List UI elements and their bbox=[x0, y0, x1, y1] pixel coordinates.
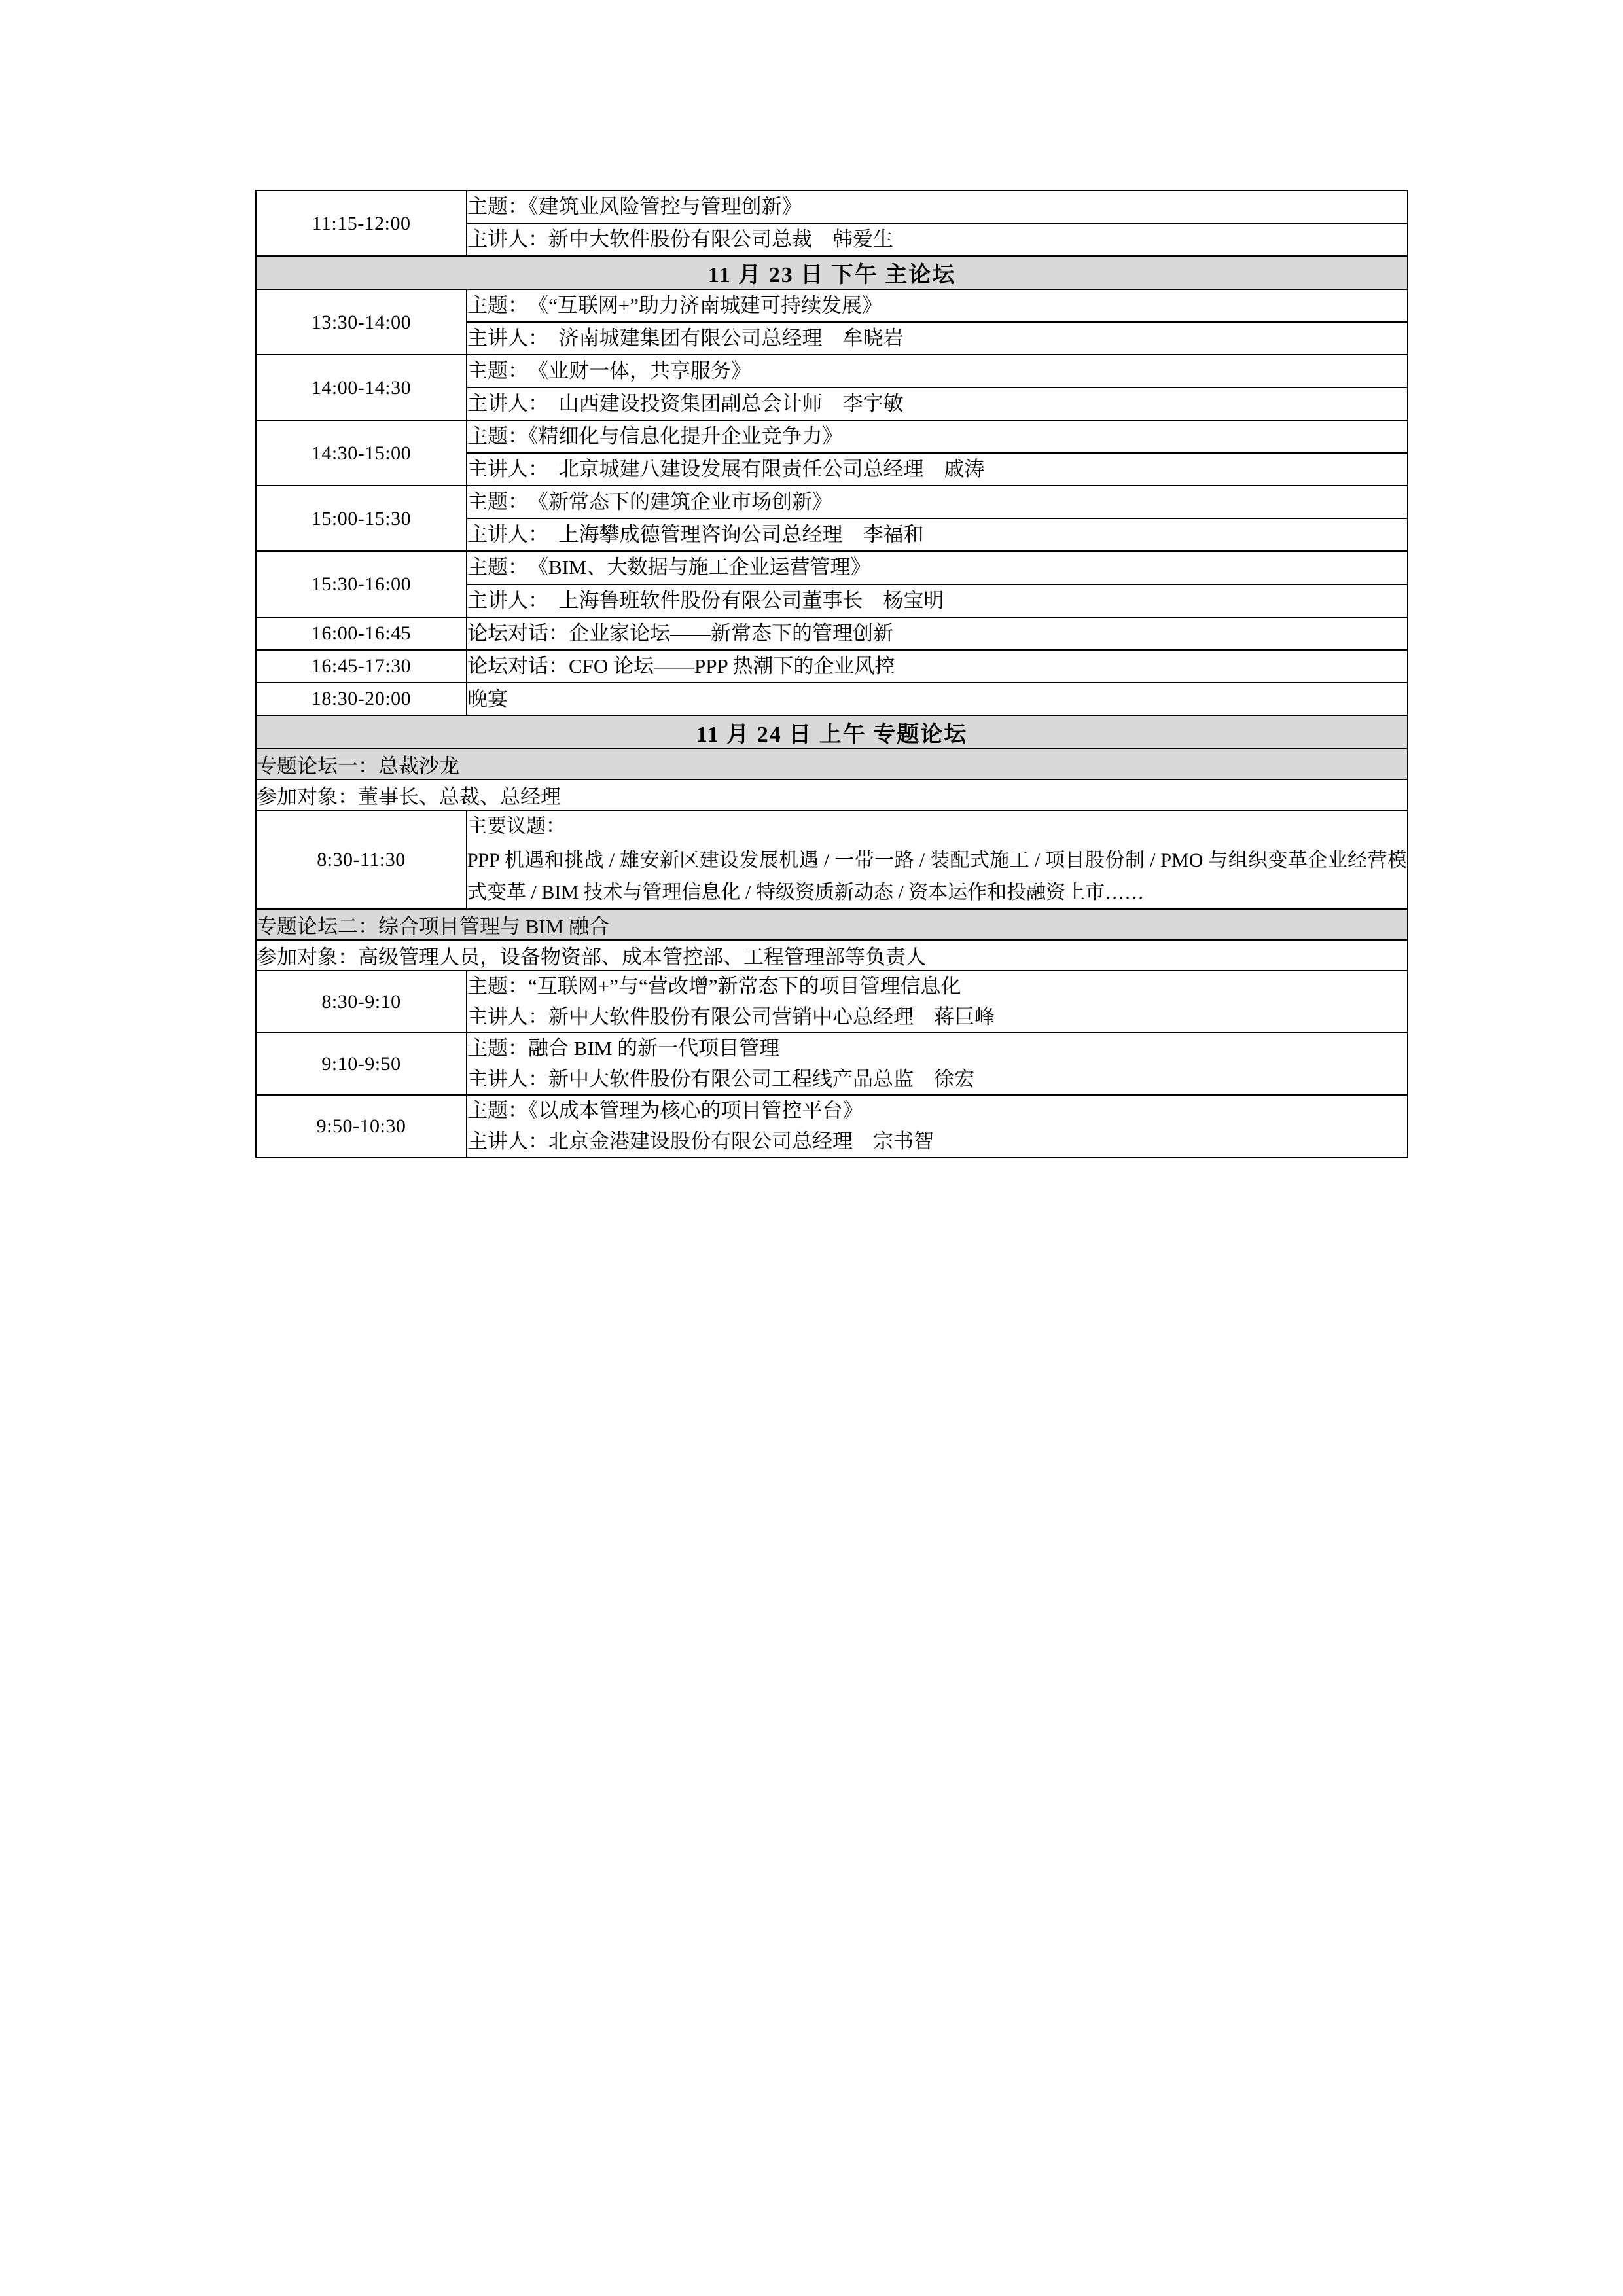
topic-text: 主题：《建筑业风险管控与管理创新》 bbox=[467, 195, 802, 218]
time-cell: 16:45-17:30 bbox=[256, 650, 467, 683]
session-text: 论坛对话：企业家论坛——新常态下的管理创新 bbox=[467, 621, 893, 645]
session-text: 晚宴 bbox=[467, 687, 508, 710]
table-row bbox=[256, 190, 1408, 223]
speaker-text: 主讲人： 上海鲁班软件股份有限公司董事长 杨宝明 bbox=[467, 588, 944, 612]
session-text-cell bbox=[467, 683, 1408, 715]
speaker-cell bbox=[467, 387, 1408, 420]
agenda-table bbox=[255, 190, 1408, 1158]
table-row bbox=[256, 420, 1408, 453]
speaker-text: 主讲人：新中大软件股份有限公司工程线产品总监 徐宏 bbox=[467, 1067, 974, 1090]
table-row bbox=[256, 909, 1408, 940]
speaker-text: 主讲人： 山西建设投资集团副总会计师 李宇敏 bbox=[467, 392, 904, 416]
table-row bbox=[256, 1033, 1408, 1095]
topic-text: 主题：融合 BIM 的新一代项目管理 bbox=[467, 1037, 780, 1060]
topic-cell bbox=[467, 420, 1408, 453]
table-row bbox=[256, 683, 1408, 715]
agenda-topics-cell bbox=[467, 810, 1408, 910]
table-row bbox=[256, 1095, 1408, 1157]
speaker-cell bbox=[467, 453, 1408, 486]
section-header-nov24-morning: 11 月 24 日 上午 专题论坛 bbox=[256, 715, 1408, 749]
time-cell: 9:10-9:50 bbox=[256, 1033, 467, 1095]
subsection-header-forum-one: 专题论坛一：总裁沙龙 bbox=[256, 749, 1408, 780]
table-row bbox=[256, 749, 1408, 780]
agenda-topics-text: PPP 机遇和挑战 / 雄安新区建设发展机遇 / 一带一路 / 装配式施工 / 项目股份制 / PMO 与组织变革企业经营模式变革 / BIM 技术与管理信息化 / 特级资质新动态 / 资本运作和投融资上市…… bbox=[467, 850, 1407, 903]
table-row bbox=[256, 289, 1408, 322]
time-cell: 8:30-9:10 bbox=[256, 971, 467, 1033]
time-cell: 15:30-16:00 bbox=[256, 551, 467, 617]
session-cell bbox=[467, 1095, 1408, 1157]
speaker-text: 主讲人： 北京城建八建设发展有限责任公司总经理 戚涛 bbox=[467, 457, 985, 481]
speaker-text: 主讲人： 上海攀成德管理咨询公司总经理 李福和 bbox=[467, 523, 924, 547]
section-header-nov23-afternoon: 11 月 23 日 下午 主论坛 bbox=[256, 256, 1408, 289]
table-row bbox=[256, 715, 1408, 749]
agenda-table-body bbox=[256, 190, 1408, 1157]
session-text-cell bbox=[467, 650, 1408, 683]
subsection-header-forum-two: 专题论坛二：综合项目管理与 BIM 融合 bbox=[256, 909, 1408, 940]
participants-row-forum-one: 参加对象：董事长、总裁、总经理 bbox=[256, 780, 1408, 810]
speaker-text: 主讲人：北京金港建设股份有限公司总经理 宗书智 bbox=[467, 1129, 934, 1153]
time-cell: 14:00-14:30 bbox=[256, 355, 467, 420]
topic-text: 主题： 《新常态下的建筑企业市场创新》 bbox=[467, 490, 832, 514]
topic-text: 主题： 《“互联网+”助力济南城建可持续发展》 bbox=[467, 294, 882, 317]
topic-cell bbox=[467, 486, 1408, 518]
session-text: 论坛对话：CFO 论坛——PPP 热潮下的企业风控 bbox=[467, 654, 895, 677]
time-cell: 18:30-20:00 bbox=[256, 683, 467, 715]
table-row bbox=[256, 780, 1408, 810]
speaker-cell bbox=[467, 584, 1408, 617]
speaker-cell bbox=[467, 322, 1408, 355]
topic-cell bbox=[467, 190, 1408, 223]
speaker-text: 主讲人： 济南城建集团有限公司总经理 牟晓岩 bbox=[467, 327, 904, 350]
table-row bbox=[256, 355, 1408, 387]
table-row bbox=[256, 617, 1408, 650]
topic-text: 主题：《以成本管理为核心的项目管控平台》 bbox=[467, 1099, 863, 1122]
table-row bbox=[256, 650, 1408, 683]
topic-cell bbox=[467, 551, 1408, 584]
time-cell: 13:30-14:00 bbox=[256, 289, 467, 355]
agenda-topics-label: 主要议题： bbox=[467, 815, 565, 837]
session-text-cell bbox=[467, 617, 1408, 650]
time-cell: 14:30-15:00 bbox=[256, 420, 467, 486]
topic-text: 主题： 《业财一体，共享服务》 bbox=[467, 359, 751, 383]
speaker-text: 主讲人：新中大软件股份有限公司营销中心总经理 蒋巨峰 bbox=[467, 1005, 995, 1028]
time-cell: 16:00-16:45 bbox=[256, 617, 467, 650]
session-cell bbox=[467, 971, 1408, 1033]
topic-text: 主题：《精细化与信息化提升企业竞争力》 bbox=[467, 425, 843, 448]
topic-text: 主题：“互联网+”与“营改增”新常态下的项目管理信息化 bbox=[467, 975, 961, 998]
speaker-cell bbox=[467, 223, 1408, 256]
table-row bbox=[256, 971, 1408, 1033]
table-row bbox=[256, 486, 1408, 518]
table-row bbox=[256, 551, 1408, 584]
speaker-cell bbox=[467, 518, 1408, 551]
session-cell bbox=[467, 1033, 1408, 1095]
table-row bbox=[256, 256, 1408, 289]
participants-row-forum-two: 参加对象：高级管理人员，设备物资部、成本管控部、工程管理部等负责人 bbox=[256, 940, 1408, 971]
time-cell: 9:50-10:30 bbox=[256, 1095, 467, 1157]
table-row bbox=[256, 940, 1408, 971]
speaker-text: 主讲人：新中大软件股份有限公司总裁 韩爱生 bbox=[467, 228, 893, 251]
topic-text: 主题： 《BIM、大数据与施工企业运营管理》 bbox=[467, 556, 871, 579]
table-row bbox=[256, 810, 1408, 910]
topic-cell bbox=[467, 289, 1408, 322]
time-cell: 8:30-11:30 bbox=[256, 810, 467, 910]
time-cell: 11:15-12:00 bbox=[256, 190, 467, 256]
time-cell: 15:00-15:30 bbox=[256, 486, 467, 551]
topic-cell bbox=[467, 355, 1408, 387]
